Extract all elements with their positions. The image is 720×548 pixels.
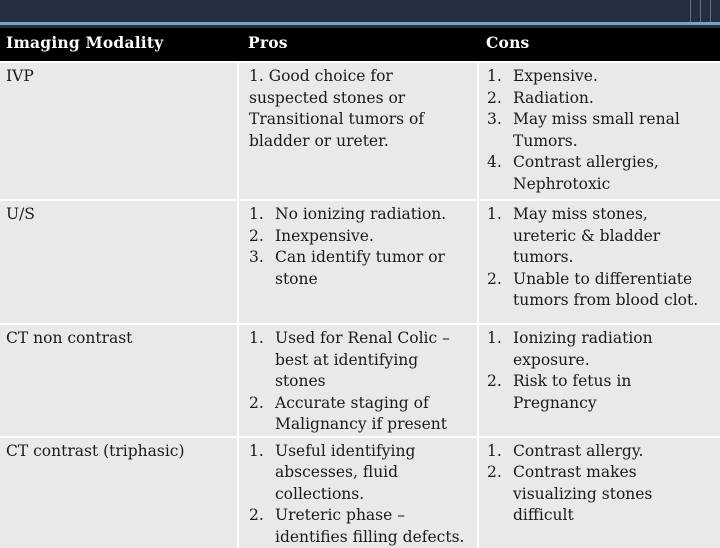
modality-cell: U/S: [0, 200, 238, 324]
table-row: [0, 62, 720, 200]
pros-list: [249, 328, 471, 436]
table-row: [0, 437, 720, 548]
pros-cell: 1. Good choice for suspected stones or Transitional tumors of bladder or ureter.: [238, 62, 478, 200]
modality-cell: IVP: [0, 62, 238, 200]
list-item: 2. Radiation.: [487, 88, 714, 110]
list-item: 2. Ureteric phase – identifies filling defects.: [249, 505, 471, 548]
modality-cell: CT contrast (triphasic): [0, 437, 238, 548]
list-item: 1. Useful identifying abscesses, fluid collections.: [249, 441, 471, 506]
cons-cell: [478, 437, 720, 548]
header-pros: Pros: [238, 28, 478, 62]
cons-list: [487, 328, 714, 414]
cons-cell: [478, 200, 720, 324]
list-item: 1. Ionizing radiation exposure.: [487, 328, 714, 371]
list-item: 1. Expensive.: [487, 66, 714, 88]
list-item: 3. May miss small renal Tumors.: [487, 109, 714, 152]
cons-list: [487, 66, 714, 195]
deco-line: [690, 0, 691, 22]
header-imaging-modality: Imaging Modality: [0, 28, 238, 62]
modality-cell: CT non contrast: [0, 324, 238, 437]
deco-line: [700, 0, 701, 22]
list-item: 2. Accurate staging of Malignancy if present: [249, 393, 471, 436]
pros-cell: [238, 200, 478, 324]
list-item: 2. Inexpensive.: [249, 226, 471, 248]
list-item: 1. Contrast allergy.: [487, 441, 714, 463]
table-row: [0, 324, 720, 437]
imaging-comparison-table: [0, 28, 720, 548]
list-item: 1. No ionizing radiation.: [249, 204, 471, 226]
list-item: 1. Used for Renal Colic – best at identifying stones: [249, 328, 471, 393]
list-item: 4. Contrast allergies, Nephrotoxic: [487, 152, 714, 195]
cons-cell: [478, 324, 720, 437]
cons-list: [487, 204, 714, 312]
accent-line: [0, 22, 720, 25]
cons-cell: [478, 62, 720, 200]
deco-line: [710, 0, 711, 22]
table-header-row: [0, 28, 720, 62]
pros-list: [249, 204, 471, 290]
list-item: 3. Can identify tumor or stone: [249, 247, 471, 290]
table-row: [0, 200, 720, 324]
cons-list: [487, 441, 714, 527]
header-cons: Cons: [478, 28, 720, 62]
pros-cell: [238, 437, 478, 548]
list-item: 1. May miss stones, ureteric & bladder tumors.: [487, 204, 714, 269]
list-item: 2. Unable to differentiate tumors from blood clot.: [487, 269, 714, 312]
pros-list: [249, 441, 471, 548]
slide-top-bar: [0, 0, 720, 28]
list-item: 2. Risk to fetus in Pregnancy: [487, 371, 714, 414]
list-item: 2. Contrast makes visualizing stones difficult: [487, 462, 714, 527]
pros-cell: [238, 324, 478, 437]
